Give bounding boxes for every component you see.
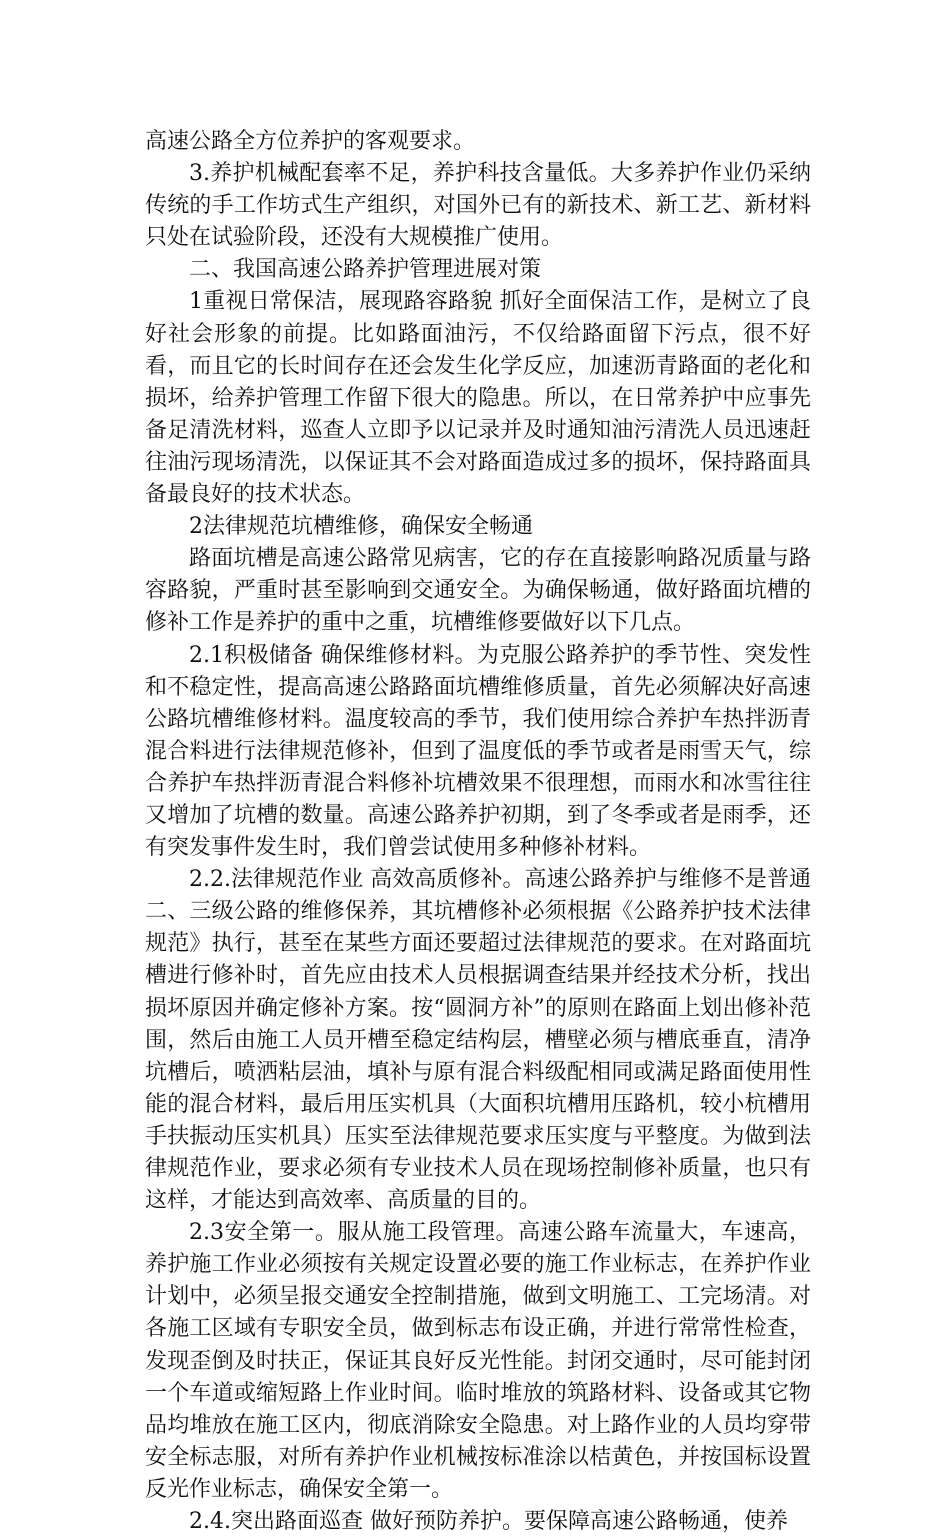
document-body <box>145 126 811 1538</box>
paragraph-continuation: 高速公路全方位养护的客观要求。 <box>145 129 476 154</box>
paragraph-maintenance-machinery: 3.养护机械配套率不足，养护科技含量低。大多养护作业仍采纳传统的手工作坊式生产组织，对国外已有的新技术、新工艺、新材料只处在试验阶段，还没有大规模推广使用。 <box>145 161 811 251</box>
paragraph-2-2-standard-work: 2.2.法律规范作业 高效高质修补。高速公路养护与维修不是普通二、三级公路的维修保养，其坑槽修补必须根据《公路养护技术法律规范》执行，甚至在某些方面还要超过法律规范的要求。在对路面坑槽进行修补时，首先应由技术人员根据调查结果并经技术分析，找出损坏原因并确定修补方案。按“圆洞方补”的原则在路面上划出修补范围，然后由施工人员开槽至稳定结构层，槽壁必须与槽底垂直，清净坑槽后，喷洒粘层油，填补与原有混合料级配相同或满足路面使用性能的混合材料，最后用压实机具（大面积坑槽用压路机，较小杭槽用手扶振动压实机具）压实至法律规范要求压实度与平整度。为做到法律规范作业，要求必须有专业技术人员在现场控制修补质量，也只有这样，才能达到高效率、高质量的目的。 <box>145 867 811 1214</box>
paragraph-daily-cleaning: 1重视日常保洁，展现路容路貌 抓好全面保洁工作，是树立了良好社会形象的前提。比如路面油污，不仅给路面留下污点，很不好看，而且它的长时间存在还会发生化学反应，加速沥青路面的老化和损坏，给养护管理工作留下很大的隐患。所以，在日常养护中应事先备足清洗材料，巡查人立即予以记录并及时通知油污清洗人员迅速赶往油污现场清洗，以保证其不会对路面造成过多的损坏，保持路面具备最良好的技术状态。 <box>145 289 811 508</box>
subheading-pothole-repair: 2法律规范坑槽维修，确保安全畅通 <box>189 514 533 540</box>
paragraph-2-3-safety: 2.3安全第一。服从施工段管理。高速公路车流量大，车速高，养护施工作业必须按有关规定设置必要的施工作业标志，在养护作业计划中，必须呈报交通安全控制措施，做到文明施工、工完场清。对各施工区域有专职安全员，做到标志布设正确，并进行常常性检查，发现歪倒及时扶正，保证其良好反光性能。封闭交通时，尽可能封闭一个车道或缩短路上作业时间。临时堆放的筑路材料、设备或其它物品均堆放在施工区内，彻底消除安全隐患。对上路作业的人员均穿带安全标志服，对所有养护作业机械按标准涂以桔黄色，并按国标设置反光作业标志，确保安全第一。 <box>145 1220 811 1502</box>
paragraph-pothole-intro: 路面坑槽是高速公路常见病害，它的存在直接影响路况质量与路容路貌，严重时甚至影响到交通安全。为确保畅通，做好路面坑槽的修补工作是养护的重中之重，坑槽维修要做好以下几点。 <box>145 546 811 636</box>
paragraph-2-4-inspection: 2.4.突出路面巡查 做好预防养护。要保障高速公路畅通，使养 <box>189 1509 788 1535</box>
paragraph-2-1-materials: 2.1积极储备 确保维修材料。为克服公路养护的季节性、突发性和不稳定性，提高高速公路路面坑槽维修质量，首先必须解决好高速公路坑槽维修材料。温度较高的季节，我们使用综合养护车热拌沥青混合料进行法律规范修补，但到了温度低的季节或者是雨雪天气，综合养护车热拌沥青混合料修补坑槽效果不很理想，而雨水和冰雪往往又增加了坑槽的数量。高速公路养护初期，到了冬季或者是雨季，还有突发事件发生时，我们曾尝试使用多种修补材料。 <box>145 642 811 861</box>
section-heading-countermeasures: 二、我国高速公路养护管理进展对策 <box>189 257 542 283</box>
